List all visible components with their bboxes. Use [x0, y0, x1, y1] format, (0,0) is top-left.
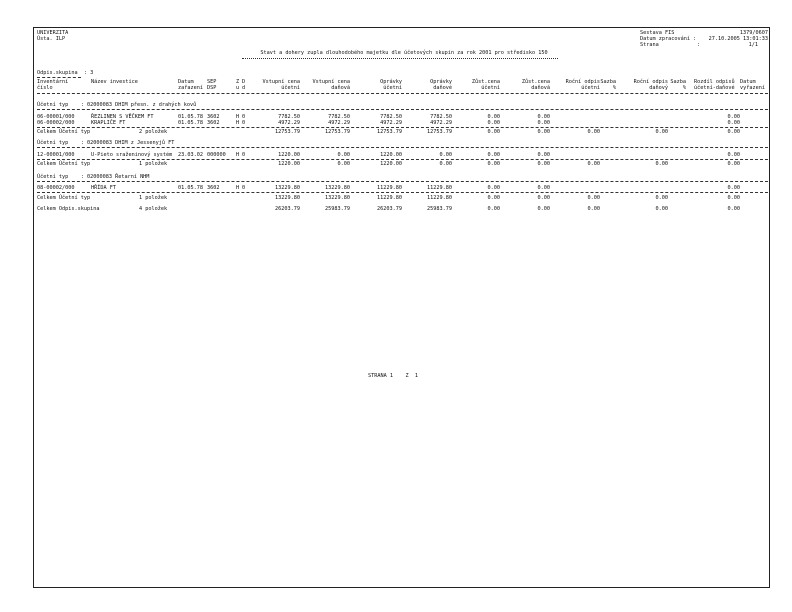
section-title: Účetní typ : 02000083 Řetarní NHM [37, 174, 150, 180]
col-yr-acc: Roční odpis účetní [565, 79, 600, 91]
title-underline [242, 58, 558, 59]
total-res-acc: 0.00 [487, 161, 500, 167]
col-dep-acc: Oprávky účetní [380, 79, 402, 91]
total-res-acc: 0.00 [487, 129, 500, 135]
cell-res-tax: 0.00 [537, 152, 550, 158]
col-rate1: Sazba % [600, 79, 616, 91]
col-rate2: Sazba % [670, 79, 686, 91]
total-yr-tax: 0.00 [655, 129, 668, 135]
cell-z: H [236, 185, 240, 191]
total-dep-acc: 12753.79 [377, 129, 402, 135]
cell-dep-tax: 11229.80 [427, 185, 452, 191]
col-z: Z u [236, 79, 240, 91]
cell-inv: 06-00001/000 [37, 114, 75, 120]
col-inv-no: Inventární číslo [37, 79, 69, 91]
total-input-tax: 0.00 [337, 161, 350, 167]
cell-input-tax: 0.00 [337, 152, 350, 158]
cell-z: H [236, 114, 240, 120]
run-label: Datum zpracování : [640, 36, 697, 42]
col-res-acc: Zůst.cena účetní [471, 79, 500, 91]
total-dep-tax: 11229.80 [427, 195, 452, 201]
grand-res-acc: 0.00 [487, 206, 500, 212]
cell-res-acc: 0.00 [487, 114, 500, 120]
grand-input-acc: 26203.79 [275, 206, 300, 212]
group-underline [37, 77, 81, 78]
cell-diff: 0.00 [727, 185, 740, 191]
total-diff: 0.00 [727, 195, 740, 201]
total-yr-acc: 0.00 [587, 195, 600, 201]
total-input-acc: 13229.80 [275, 195, 300, 201]
col-yr-tax: Roční odpis daňový [633, 79, 668, 91]
total-res-acc: 0.00 [487, 195, 500, 201]
cell-dep-acc: 11229.80 [377, 185, 402, 191]
total-yr-acc: 0.00 [587, 161, 600, 167]
section-title: Účetní typ : 02000083 DHIM přesn. z drahých kovů [37, 102, 197, 108]
cell-diff: 0.00 [727, 152, 740, 158]
col-name: Název investice [91, 79, 138, 85]
total-input-acc: 12753.79 [275, 129, 300, 135]
cell-z: H [236, 152, 240, 158]
cell-dep-tax: 0.00 [439, 152, 452, 158]
cell-dep-acc: 7782.50 [380, 114, 402, 120]
total-dep-tax: 0.00 [439, 161, 452, 167]
cell-date: 23.03.02 [178, 152, 203, 158]
grand-dep-acc: 26203.79 [377, 206, 402, 212]
col-disp: Datum vyřazení [740, 79, 765, 91]
section-rule [37, 147, 768, 148]
cell-d: 0 [242, 152, 246, 158]
cell-input-acc: 13229.80 [275, 185, 300, 191]
grand-yr-acc: 0.00 [587, 206, 600, 212]
total-input-tax: 12753.79 [325, 129, 350, 135]
total-input-tax: 13229.80 [325, 195, 350, 201]
cell-input-acc: 4972.29 [278, 120, 300, 126]
cell-diff: 0.00 [727, 114, 740, 120]
cell-name: HŘÍDA FT [91, 185, 116, 191]
cell-name: ŘEZLINEN S VĚČKEM FT [91, 114, 154, 120]
cell-input-tax: 4972.29 [328, 120, 350, 126]
grand-dep-tax: 25983.79 [427, 206, 452, 212]
cell-sep: 3602 [207, 185, 220, 191]
cell-sep: 3602 [207, 120, 220, 126]
cell-inv: 08-00002/000 [37, 185, 75, 191]
cell-diff: 0.00 [727, 120, 740, 126]
cell-date: 01.05.78 [178, 185, 203, 191]
cell-name: U-Pieto sraženinový systém [91, 152, 173, 158]
total-res-tax: 0.00 [537, 195, 550, 201]
total-count: 1 položek [139, 161, 168, 167]
cell-d: 0 [242, 114, 246, 120]
grand-res-tax: 0.00 [537, 206, 550, 212]
grand-diff: 0.00 [727, 206, 740, 212]
total-dep-tax: 12753.79 [427, 129, 452, 135]
cell-input-acc: 7782.50 [278, 114, 300, 120]
cell-input-acc: 1220.00 [278, 152, 300, 158]
total-dep-acc: 1220.00 [380, 161, 402, 167]
cell-input-tax: 7782.50 [328, 114, 350, 120]
grand-yr-tax: 0.00 [655, 206, 668, 212]
total-label: Celkem Účetní typ [37, 195, 91, 201]
cell-sep: 3602 [207, 114, 220, 120]
total-rule [37, 192, 768, 193]
grand-total-count: 4 položek [139, 206, 168, 212]
col-input-tax: Vstupní cena daňová [312, 79, 350, 91]
grand-input-tax: 25983.79 [325, 206, 350, 212]
col-sep: SEP DSP [207, 79, 217, 91]
cell-sep: 000000 [207, 152, 226, 158]
page-footer: STRANA 1 Z 1 [368, 373, 418, 379]
report-label: Sestava FIS [640, 30, 675, 36]
col-res-tax: Zůst.cena daňová [521, 79, 550, 91]
col-d: D d [242, 79, 246, 91]
group-line: Odpis.skupina : 3 [37, 70, 94, 76]
cell-name: KRAPLIČE FT [91, 120, 126, 126]
cell-date: 01.05.78 [178, 120, 203, 126]
grand-total-label: Celkem Odpis.skupina [37, 206, 100, 212]
cell-res-tax: 0.00 [537, 120, 550, 126]
total-yr-acc: 0.00 [587, 129, 600, 135]
col-dep-tax: Oprávky daňové [430, 79, 452, 91]
cell-z: H [236, 120, 240, 126]
total-dep-acc: 11229.80 [377, 195, 402, 201]
cell-res-tax: 0.00 [537, 114, 550, 120]
section-rule [37, 181, 768, 182]
total-res-tax: 0.00 [537, 161, 550, 167]
total-rule [37, 159, 768, 160]
total-rule [37, 127, 768, 128]
col-input-acc: Vstupní cena účetní [262, 79, 300, 91]
cell-res-tax: 0.00 [537, 185, 550, 191]
section-rule [37, 109, 768, 110]
col-date: Datum zařazení [178, 79, 203, 91]
total-diff: 0.00 [727, 161, 740, 167]
cell-inv: 12-00001/000 [37, 152, 75, 158]
report-code: 1379/0607 [739, 30, 768, 36]
dept-name: Ústa. ILP [37, 36, 66, 42]
org-name: UNIVERZITA [37, 30, 69, 36]
cell-res-acc: 0.00 [487, 120, 500, 126]
report-page [33, 27, 770, 588]
cell-dep-acc: 4972.29 [380, 120, 402, 126]
total-label: Celkem Účetní typ [37, 161, 91, 167]
total-res-tax: 0.00 [537, 129, 550, 135]
col-diff: Rozdíl odpisů účetní-daňové [694, 79, 735, 91]
report-title: Stavt a dohery zupla dlouhodobého majetku dle účetových skupin za rok 2001 pro středisko 150 [260, 50, 548, 56]
page-colon: : [697, 42, 701, 48]
cell-res-acc: 0.00 [487, 185, 500, 191]
cell-input-tax: 13229.80 [325, 185, 350, 191]
total-count: 2 položek [139, 129, 168, 135]
total-yr-tax: 0.00 [655, 195, 668, 201]
total-input-acc: 1220.00 [278, 161, 300, 167]
cell-d: 0 [242, 185, 246, 191]
total-diff: 0.00 [727, 129, 740, 135]
section-title: Účetní typ : 02000083 DHIM z Jessenyjů FT [37, 140, 175, 146]
cell-d: 0 [242, 120, 246, 126]
total-yr-tax: 0.00 [655, 161, 668, 167]
header-rule [37, 93, 768, 94]
cell-inv: 06-00002/000 [37, 120, 75, 126]
cell-res-acc: 0.00 [487, 152, 500, 158]
total-label: Celkem Účetní typ [37, 129, 91, 135]
run-date: 27.10.2005 13:01:33 [708, 36, 768, 42]
cell-dep-tax: 7782.50 [430, 114, 452, 120]
page-label: Strana [640, 42, 659, 48]
cell-dep-acc: 1220.00 [380, 152, 402, 158]
page-number: 1/1 [748, 42, 758, 48]
cell-date: 01.05.78 [178, 114, 203, 120]
cell-dep-tax: 4972.29 [430, 120, 452, 126]
total-count: 1 položek [139, 195, 168, 201]
